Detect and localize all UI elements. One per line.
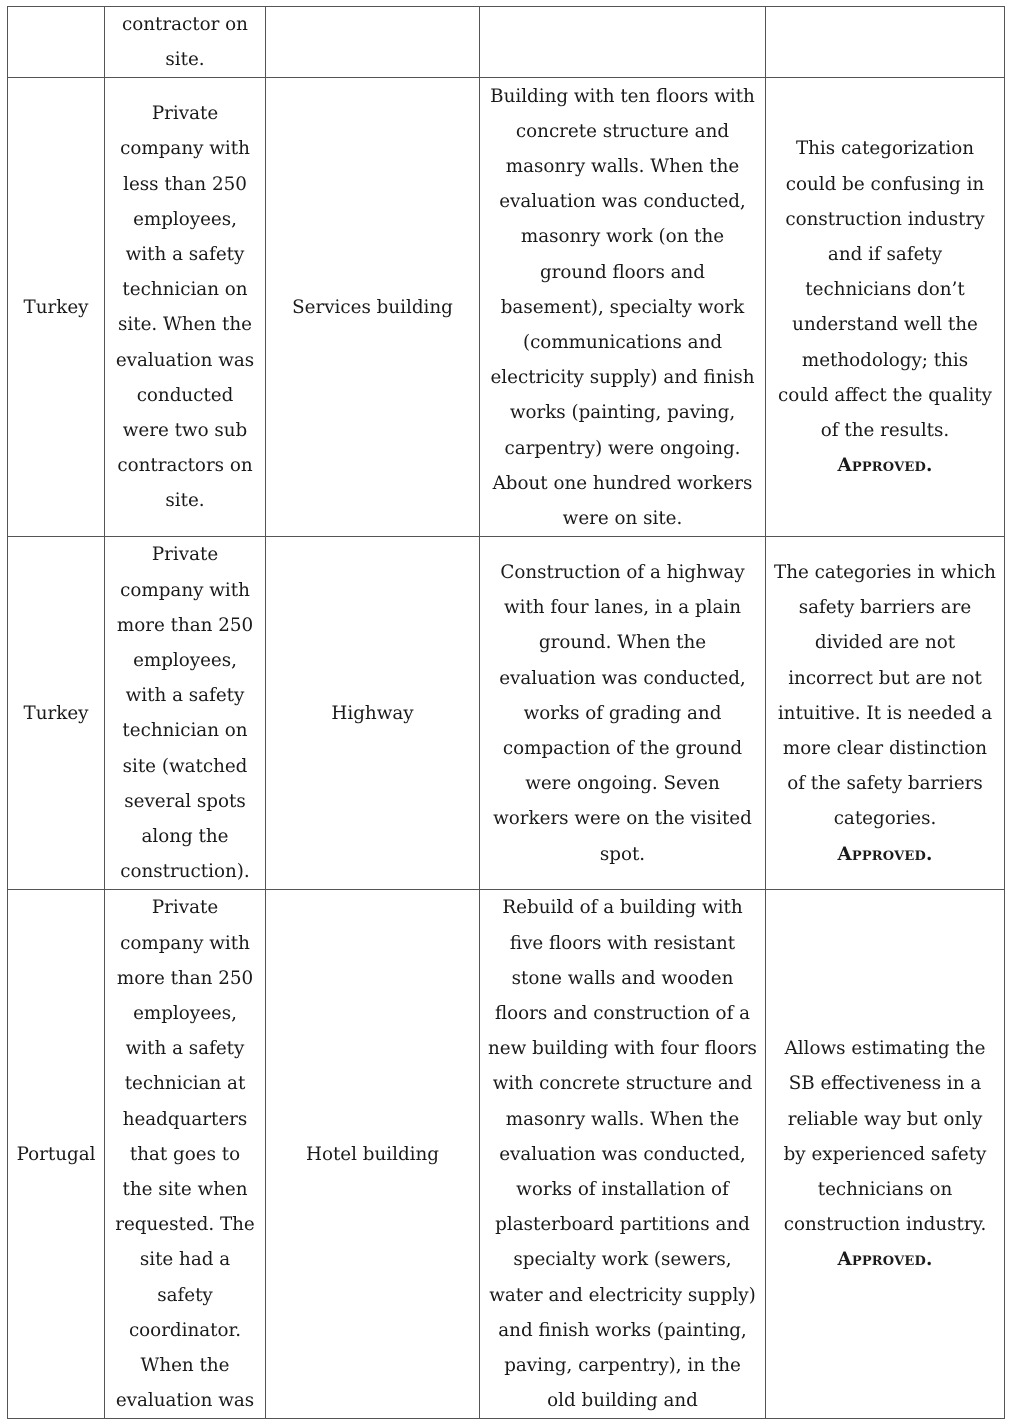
- opinion-text: Allows estimating the SB effectiveness in a reliable way but only by experienced safety technicians on construction industry.: [783, 1038, 987, 1236]
- table-row: [8, 537, 1005, 890]
- description-cell: [480, 890, 766, 1419]
- company-cell: [105, 537, 266, 890]
- company-cell: [105, 78, 266, 537]
- opinion-cell: [766, 890, 1005, 1419]
- table-row: [8, 78, 1005, 537]
- description-text: Building with ten floors with concrete structure and masonry walls. When the evaluation was conducted, masonry work (on the ground floors and basement), specialty work (communications and electricity supply) and finish works (painting, paving, carpentry) were ongoing. About one hundred workers were on site.: [490, 85, 755, 530]
- description-text: Rebuild of a building with five floors with resistant stone walls and wooden floors and construction of a new building with four floors with concrete structure and masonry walls. When the evaluation was conducted, works of installation of plasterboard partitions and specialty work (sewers, water and electricity supply) and finish works (painting, paving, carpentry), in the old building and: [488, 897, 757, 1412]
- opinion-cell: [766, 537, 1005, 890]
- description-cell: [480, 537, 766, 890]
- construction-cell: Hotel building: [266, 890, 480, 1419]
- description-text: Construction of a highway with four lanes, in a plain ground. When the evaluation was conducted, works of grading and compaction of the ground were ongoing. Seven workers were on the visited spot.: [493, 562, 752, 865]
- construction-cell: Services building: [266, 78, 480, 537]
- construction-cell: [266, 7, 480, 78]
- opinion-text: This categorization could be confusing in construction industry and if safety technicians don’t understand well the methodology; this could affect the quality of the results.: [778, 138, 992, 442]
- country-cell: Turkey: [8, 78, 105, 537]
- company-text: contractor on site.: [122, 14, 248, 71]
- evaluation-table: [7, 6, 1005, 1419]
- company-cell: [105, 7, 266, 78]
- status-text: Approved.: [837, 1249, 933, 1271]
- company-text: Private company with more than 250 employees, with a safety technician on site (watched several spots along the construction).: [116, 544, 254, 883]
- table-row: [8, 890, 1005, 1419]
- opinion-cell: [766, 78, 1005, 537]
- company-text: Private company with less than 250 employees, with a safety technician on site. When the evaluation was conducted were two sub contractors on site.: [115, 103, 255, 512]
- opinion-text: The categories in which safety barriers are divided are not incorrect but are not intuitive. It is needed a more clear distinction of the safety barriers categories.: [774, 562, 996, 830]
- table-row: [8, 7, 1005, 78]
- description-cell: [480, 7, 766, 78]
- company-cell: [105, 890, 266, 1419]
- status-text: Approved.: [837, 455, 933, 477]
- opinion-cell: [766, 7, 1005, 78]
- country-cell: [8, 7, 105, 78]
- description-cell: [480, 78, 766, 537]
- country-cell: Portugal: [8, 890, 105, 1419]
- country-cell: Turkey: [8, 537, 105, 890]
- status-text: Approved.: [837, 843, 933, 865]
- construction-cell: Highway: [266, 537, 480, 890]
- company-text: Private company with more than 250 employees, with a safety technician at headquarters that goes to the site when requested. The site had a safety coordinator. When the evaluation was: [115, 897, 255, 1412]
